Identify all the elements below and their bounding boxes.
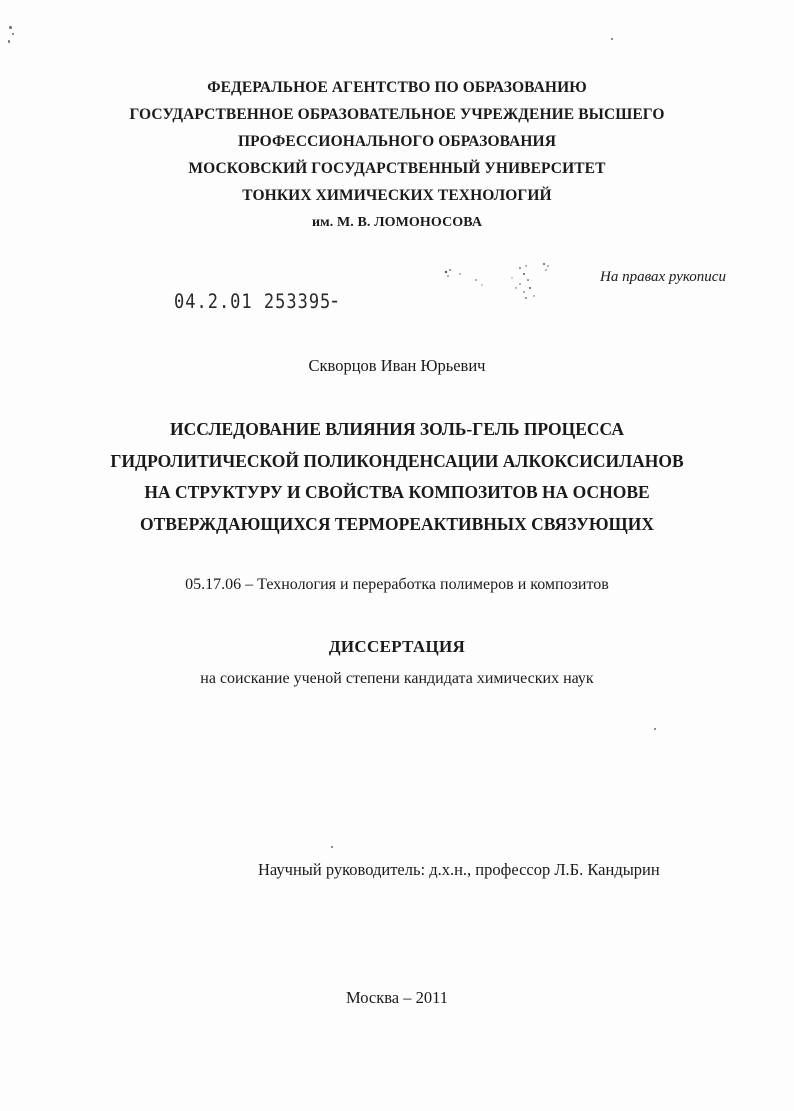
dissertation-title [0, 414, 794, 540]
title-line: ИССЛЕДОВАНИЕ ВЛИЯНИЯ ЗОЛЬ-ГЕЛЬ ПРОЦЕССА [170, 419, 624, 439]
faded-stamp-marks [436, 258, 566, 308]
registration-stamp [174, 286, 339, 314]
specialty-code: 05.17.06 – Технология и переработка полимеров и композитов [185, 576, 609, 593]
manuscript-rights-note: На правах рукописи [600, 269, 726, 285]
header-line-agency: ФЕДЕРАЛЬНОЕ АГЕНТСТВО ПО ОБРАЗОВАНИЮ [207, 79, 587, 96]
handwritten-mark: - [331, 286, 340, 314]
scan-speck [8, 40, 10, 43]
scan-speck [611, 38, 613, 40]
city-year: Москва – 2011 [345, 988, 449, 1007]
scan-speck [331, 846, 333, 848]
institution-header [0, 74, 794, 236]
header-line-university: МОСКОВСКИЙ ГОСУДАРСТВЕННЫЙ УНИВЕРСИТЕТ [188, 160, 606, 177]
title-line: ГИДРОЛИТИЧЕСКОЙ ПОЛИКОНДЕНСАЦИИ АЛКОКСИСИЛАНОВ [110, 450, 684, 471]
degree-statement: на соискание ученой степени кандидата химических наук [200, 670, 594, 687]
header-line-university-cont: ТОНКИХ ХИМИЧЕСКИХ ТЕХНОЛОГИЙ [242, 187, 552, 204]
scan-speck [12, 33, 14, 35]
title-line: НА СТРУКТУРУ И СВОЙСТВА КОМПОЗИТОВ НА ОСНОВЕ [144, 482, 650, 502]
title-line: ОТВЕРЖДАЮЩИХСЯ ТЕРМОРЕАКТИВНЫХ СВЯЗУЮЩИХ [139, 513, 655, 534]
scan-speck [654, 728, 656, 730]
registration-number: 04.2.01 253395 [174, 290, 332, 314]
scan-speck [9, 26, 12, 29]
header-line-institution-type: ГОСУДАРСТВЕННОЕ ОБРАЗОВАТЕЛЬНОЕ УЧРЕЖДЕНИЕ ВЫСШЕГО [129, 106, 665, 123]
document-type: ДИССЕРТАЦИЯ [328, 637, 466, 656]
header-line-named-after: им. М. В. ЛОМОНОСОВА [311, 215, 483, 230]
scientific-supervisor: Научный руководитель: д.х.н., профессор Л.Б. Кандырин [258, 860, 660, 879]
header-line-education-level: ПРОФЕССИОНАЛЬНОГО ОБРАЗОВАНИЯ [238, 133, 556, 150]
author-name: Скворцов Иван Юрьевич [308, 356, 486, 375]
